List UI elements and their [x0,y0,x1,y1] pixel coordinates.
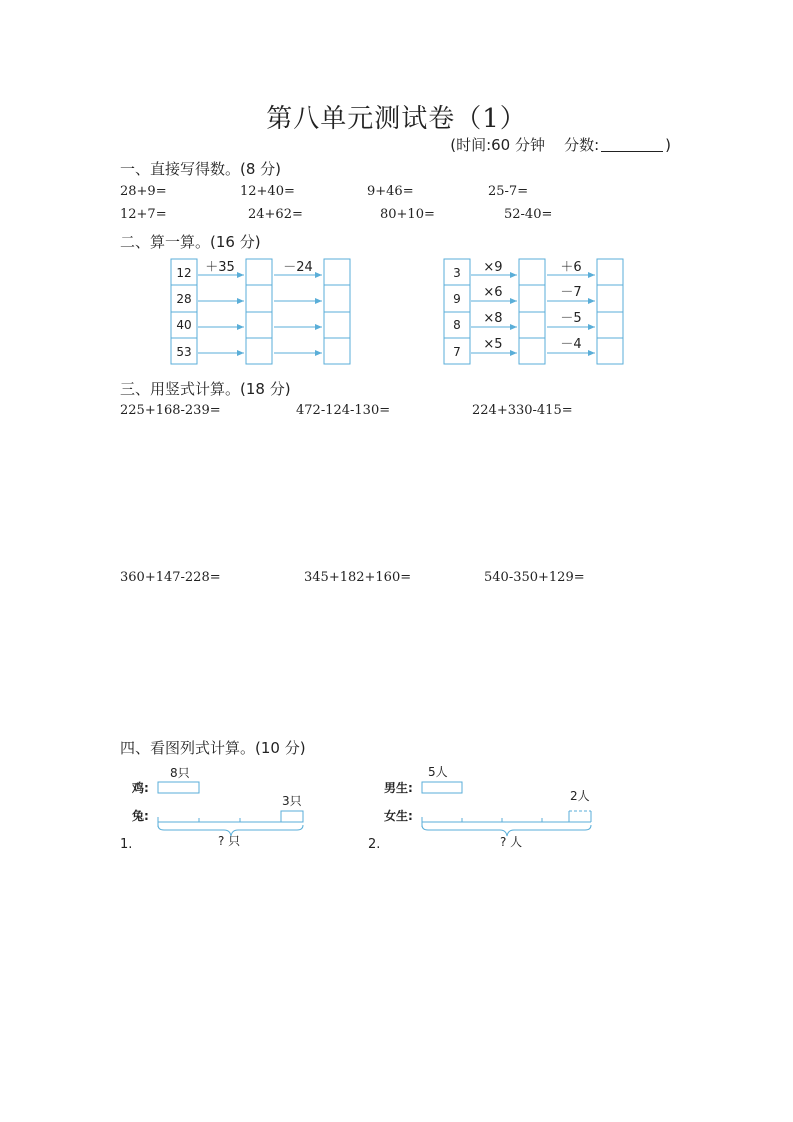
s3-problem: 224+330-415= [472,403,573,418]
chain-b-diagram [441,256,627,368]
s3-problem: 225+168-239= [120,403,221,418]
chain-b-op1: ×6 [483,285,503,300]
p2-total: ? 人 [500,835,523,849]
s1-problem: 28+9= [120,184,167,199]
p1-total: ? 只 [218,834,241,848]
s1-problem: 25-7= [488,184,529,199]
chain-b-op1: ×9 [483,260,503,275]
section-2-heading: 二、算一算。(16 分) [120,233,261,251]
chain-b-input: 8 [453,318,461,332]
chain-b-input: 3 [453,266,461,280]
p1-extra-bar [281,811,303,822]
chain-a-input: 28 [176,292,192,306]
page-title: 第八单元测试卷（1） [266,104,527,134]
p1-number: 1. [120,837,133,852]
chain-a-diagram [168,256,354,368]
s3-problem: 472-124-130= [296,403,391,418]
s1-problem: 9+46= [367,184,414,199]
chain-b-op2: －5 [560,311,582,326]
s3-problem: 345+182+160= [304,570,412,585]
chain-a-input: 53 [176,345,192,359]
p1-extra-value: 3只 [282,794,302,808]
p2-bottom-label: 女生: [384,809,413,823]
section-1-heading: 一、直接写得数。(8 分) [120,160,282,178]
meta-close: ) [665,136,671,154]
p1-top-label: 鸡: [132,781,149,795]
p2-top-value: 5人 [428,765,448,779]
problem-2-diagram [366,760,606,852]
p2-number: 2. [368,837,381,852]
s1-problem: 24+62= [248,207,303,222]
s3-problem: 360+147-228= [120,570,221,585]
chain-b-op2: ＋6 [560,260,582,275]
p1-top-bar [158,782,199,793]
chain-b-input: 7 [453,345,461,359]
p1-top-value: 8只 [170,766,190,780]
chain-b-input: 9 [453,292,461,306]
s1-problem: 12+40= [240,184,295,199]
chain-a-input: 12 [176,266,192,280]
score-blank[interactable] [601,137,663,152]
chain-b-op2: －7 [560,285,582,300]
s1-problem: 12+7= [120,207,167,222]
p1-brace [158,825,303,836]
section-4-heading: 四、看图列式计算。(10 分) [120,739,306,757]
s1-problem: 80+10= [380,207,435,222]
time-limit: (时间:60 分钟 [450,136,545,154]
p2-top-label: 男生: [384,781,413,795]
chain-b-op1: ×5 [483,337,503,352]
p2-extra-value: 2人 [570,789,590,803]
problem-1-diagram [118,760,318,852]
s1-problem: 52-40= [504,207,553,222]
p2-top-bar [422,782,462,793]
chain-a-op1: ＋35 [205,260,235,275]
p1-bottom-label: 兔: [132,809,149,823]
chain-b-op2: －4 [560,337,582,352]
s3-problem: 540-350+129= [484,570,585,585]
p2-brace [422,825,591,836]
score-label: 分数: [564,136,600,154]
exam-meta [450,134,671,155]
chain-a-op2: －24 [283,260,313,275]
section-3-heading: 三、用竖式计算。(18 分) [120,380,291,398]
chain-b-op1: ×8 [483,311,503,326]
chain-a-input: 40 [176,318,192,332]
